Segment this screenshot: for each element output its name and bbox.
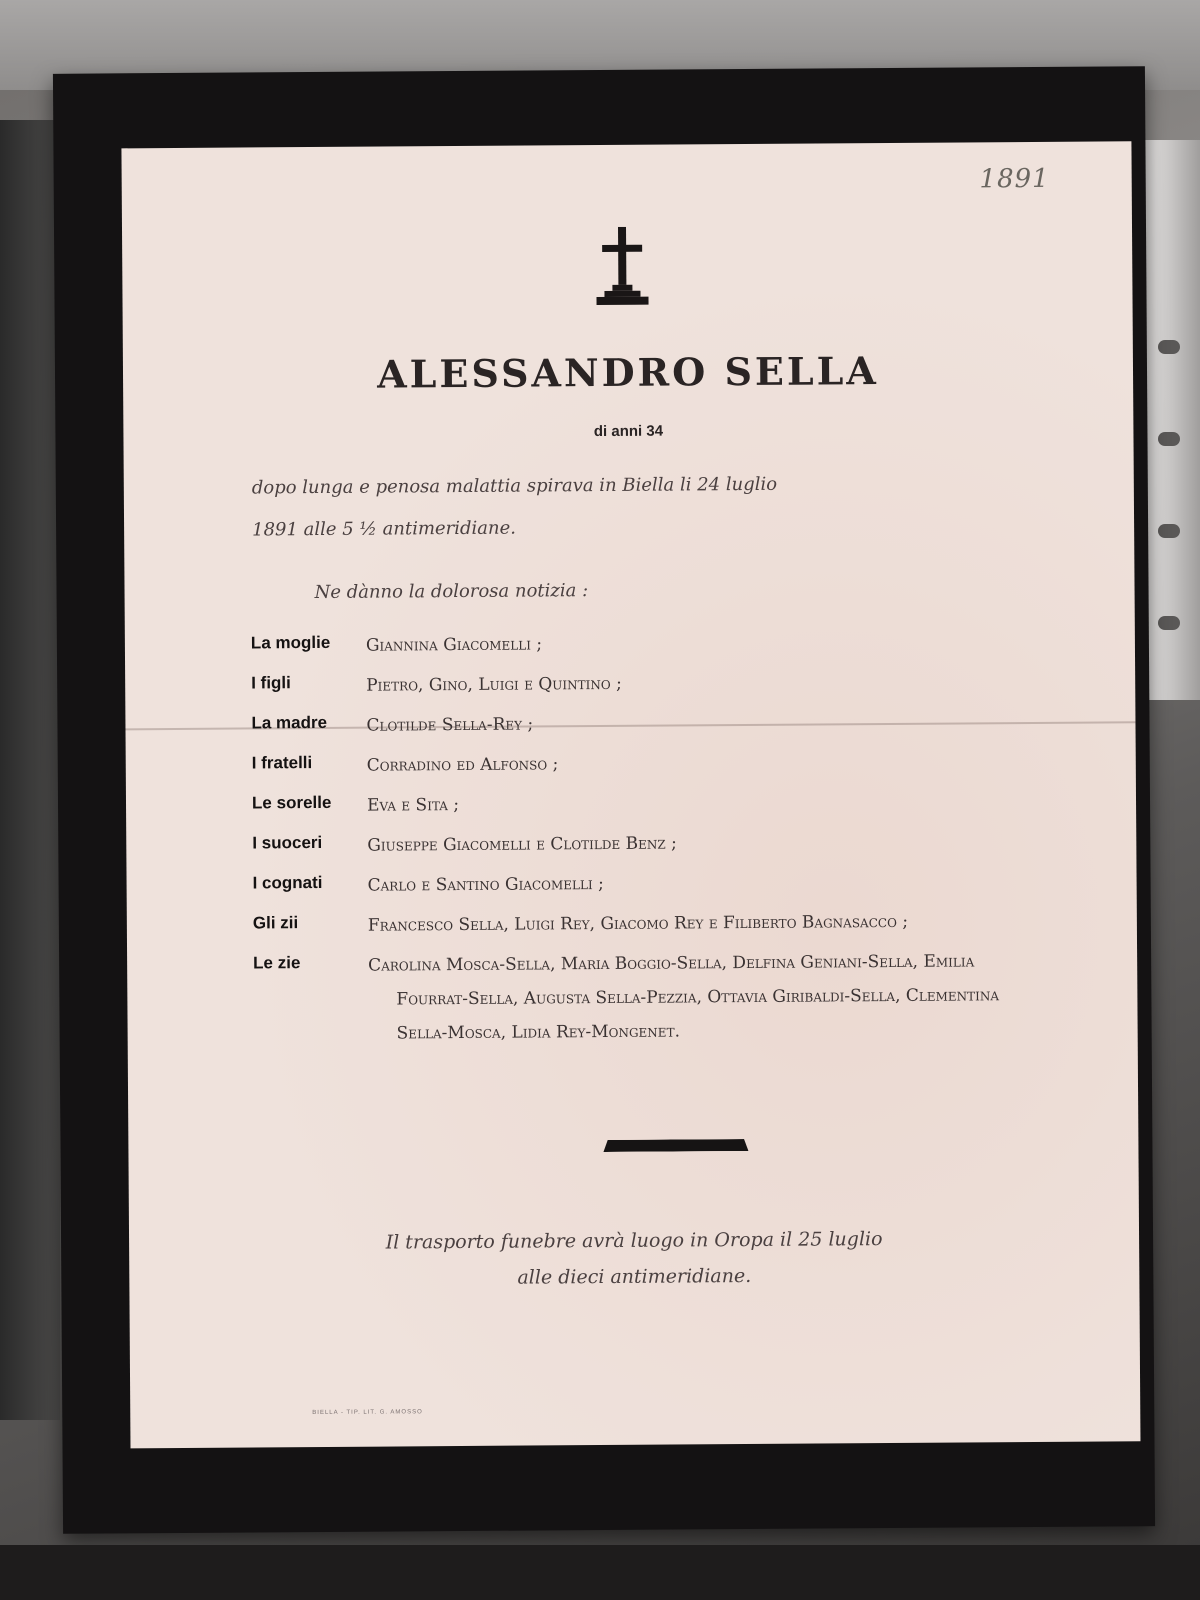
- family-row: [253, 904, 1023, 943]
- handwritten-year: 1891: [979, 163, 1050, 195]
- card-paper: [121, 141, 1140, 1448]
- sheet-protector-left: [0, 120, 60, 1420]
- funeral-line: Il trasporto funebre avrà luogo in Oropa il 25 luglio: [385, 1228, 883, 1254]
- family-relation: I cognati: [252, 872, 323, 893]
- family-row: [253, 944, 1024, 1051]
- table-surface: [0, 1545, 1200, 1600]
- punch-hole: [1158, 616, 1180, 630]
- family-row: [252, 744, 1022, 783]
- family-names: Carlo e Santino Giacomelli ;: [367, 874, 604, 896]
- family-row: [251, 624, 1021, 663]
- family-row: [252, 784, 1022, 823]
- cross-icon: [592, 227, 653, 307]
- announcement-line: 1891 alle 5 ½ antimeridiane.: [252, 517, 517, 541]
- family-names: Carolina Mosca-Sella, Maria Boggio-Sella, Delfina Geniani-Sella, Emilia Fourrat-Sella, Augusta Sella-Pezzia, Ottavia Giribaldi-Sella, Clementina Sella-Mosca, Lidia Rey-Mongenet.: [368, 951, 1000, 1044]
- funeral-notice: [129, 1219, 1139, 1298]
- family-list: [251, 624, 1024, 1057]
- punch-hole: [1158, 524, 1180, 538]
- family-row: [252, 824, 1022, 863]
- punch-hole: [1158, 432, 1180, 446]
- family-names: Eva e Sita ;: [366, 795, 460, 816]
- family-row: [251, 704, 1021, 743]
- mourning-card: [53, 66, 1155, 1534]
- decorative-divider: [603, 1139, 748, 1152]
- deceased-age: di anni 34: [593, 422, 664, 441]
- funeral-line: alle dieci antimeridiane.: [517, 1264, 752, 1289]
- family-relation: La moglie: [250, 632, 331, 653]
- family-relation: La madre: [251, 712, 328, 733]
- family-names: Giannina Giacomelli ;: [365, 634, 543, 656]
- family-relation: Le sorelle: [251, 792, 332, 813]
- family-names: Francesco Sella, Luigi Rey, Giacomo Rey e Filiberto Bagnasacco ;: [367, 911, 909, 936]
- family-row: [251, 664, 1021, 703]
- family-relation: I suoceri: [252, 832, 323, 853]
- death-announcement: [252, 463, 953, 552]
- family-relation: Gli zii: [252, 913, 299, 933]
- family-relation: Le zie: [253, 953, 301, 973]
- printer-imprint: BIELLA - TIP. LIT. G. AMOSSO: [312, 1409, 423, 1417]
- family-names: Clotilde Sella-Rey ;: [366, 714, 534, 736]
- family-relation: I figli: [251, 673, 291, 693]
- notice-line: Ne dànno la dolorosa notizia :: [314, 580, 589, 604]
- family-row: [252, 864, 1022, 903]
- family-names: Giuseppe Giacomelli e Clotilde Benz ;: [367, 833, 677, 856]
- punch-hole: [1158, 340, 1180, 354]
- family-names: Corradino ed Alfonso ;: [366, 754, 559, 776]
- family-names: Pietro, Gino, Luigi e Quintino ;: [366, 673, 622, 696]
- announcement-line: dopo lunga e penosa malattia spirava in Biella li 24 luglio: [251, 473, 778, 499]
- family-relation: I fratelli: [251, 753, 313, 773]
- deceased-name: ALESSANDRO SELLA: [377, 348, 879, 397]
